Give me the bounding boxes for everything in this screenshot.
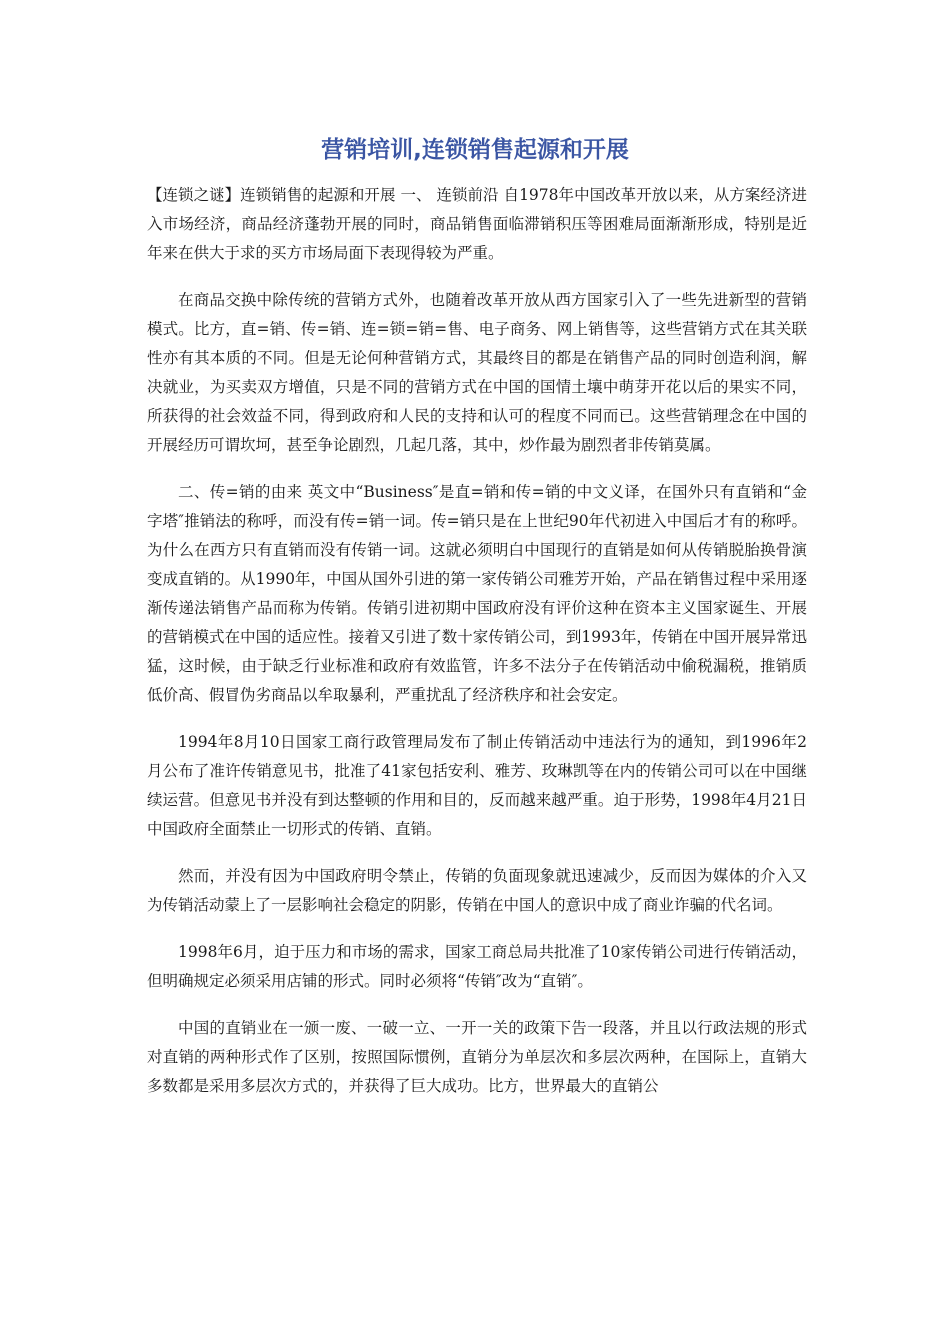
paragraph-7: 中国的直销业在一颁一废、一破一立、一开一关的政策下告一段落，并且以行政法规的形式对直销的两种形式作了区别，按照国际惯例，直销分为单层次和多层次两种，在国际上，直销大多数都是采用多层次方式的，并获得了巨大成功。比方，世界最大的直销公 [147,1019,807,1095]
page-title: 营销培训,连锁销售起源和开展 [321,137,629,163]
paragraph-5: 然而，并没有因为中国政府明令禁止，传销的负面现象就迅速减少，反而因为媒体的介入又为传销活动蒙上了一层影响社会稳定的阴影，传销在中国人的意识中成了商业诈骗的代名词。 [147,867,807,914]
paragraph-6: 1998年6月，迫于压力和市场的需求，国家工商总局共批准了10家传销公司进行传销活动，但明确规定必须采用店铺的形式。同时必须将“传销″改为“直销″。 [147,943,807,990]
paragraph-4: 1994年8月10日国家工商行政管理局发布了制止传销活动中违法行为的通知，到1996年2月公布了准许传销意见书，批准了41家包括安利、雅芳、玫琳凯等在内的传销公司可以在中国继续运营。但意见书并没有到达整顿的作用和目的，反而越来越严重。迫于形势，1998年4月21日中国政府全面禁止一切形式的传销、直销。 [147,733,807,838]
document-body [147,181,807,1119]
paragraph-3: 二、传=销的由来 英文中“Business″是直=销和传=销的中文义译，在国外只有直销和“金字塔″推销法的称呼，而没有传=销一词。传=销只是在上世纪90年代初进入中国后才有的称呼。为什么在西方只有直销而没有传销一词。这就必须明白中国现行的直销是如何从传销脱胎换骨演变成直销的。从1990年，中国从国外引进的第一家传销公司雅芳开始，产品在销售过程中采用逐渐传递法销售产品而称为传销。传销引进初期中国政府没有评价这种在资本主义国家诞生、开展的营销模式在中国的适应性。接着又引进了数十家传销公司，到1993年，传销在中国开展异常迅猛，这时候，由于缺乏行业标准和政府有效监管，许多不法分子在传销活动中偷税漏税，推销质低价高、假冒伪劣商品以牟取暴利，严重扰乱了经济秩序和社会安定。 [147,483,807,704]
paragraph-2: 在商品交换中除传统的营销方式外，也随着改革开放从西方国家引入了一些先进新型的营销模式。比方，直=销、传=销、连=锁=销=售、电子商务、网上销售等，这些营销方式在其关联性亦有其本质的不同。但是无论何种营销方式，其最终目的都是在销售产品的同时创造利润，解决就业，为买卖双方增值，只是不同的营销方式在中国的国情土壤中萌芽开花以后的果实不同，所获得的社会效益不同，得到政府和人民的支持和认可的程度不同而已。这些营销理念在中国的开展经历可谓坎坷，甚至争论剧烈，几起几落，其中，炒作最为剧烈者非传销莫属。 [147,291,807,454]
paragraph-1: 【连锁之谜】连锁销售的起源和开展 一、 连锁前沿 自1978年中国改革开放以来，从方案经济进入市场经济，商品经济蓬勃开展的同时，商品销售面临滞销积压等困难局面渐渐形成，特别是近年来在供大于求的买方市场局面下表现得较为严重。 [147,186,807,262]
